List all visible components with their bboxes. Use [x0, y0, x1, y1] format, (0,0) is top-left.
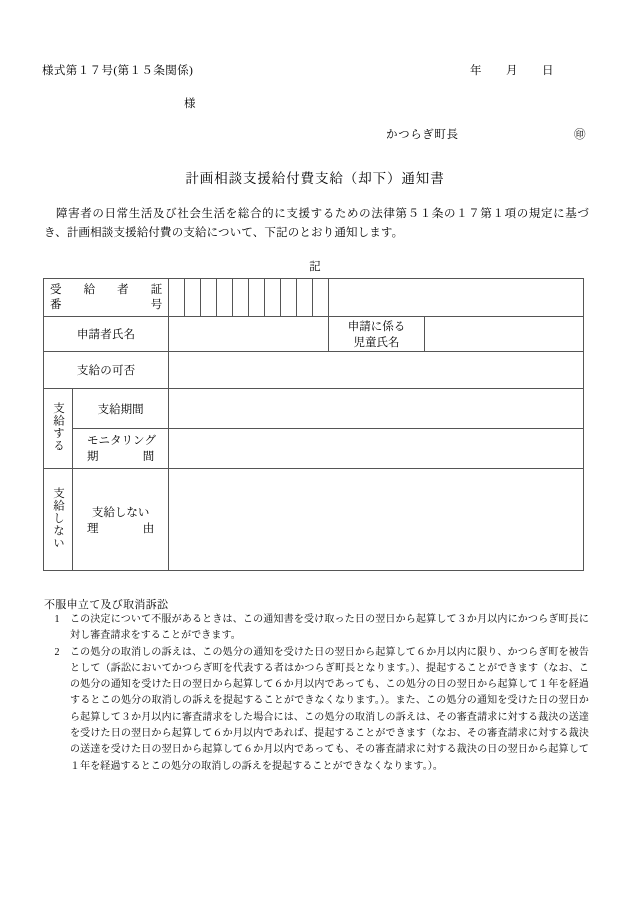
monitoring-label-char: グ [144, 434, 157, 447]
seal-icon: ㊞ [574, 129, 586, 141]
monitoring-label-char: ニ [98, 434, 111, 447]
cert-number-box[interactable] [185, 279, 201, 317]
cert-number-box[interactable] [217, 279, 233, 317]
payment-decision-label: 支給の可否 [44, 352, 169, 389]
date-line [470, 62, 554, 78]
cert-label-char: 者 [117, 283, 129, 296]
pay-group-label [44, 389, 73, 469]
monitoring-label-line2 [73, 449, 168, 465]
cert-number-box[interactable] [233, 279, 249, 317]
date-day-label: 日 [542, 65, 554, 77]
cert-label-char: 証 [150, 283, 163, 296]
monitoring-label-char: モ [87, 434, 99, 447]
cert-label-char: 給 [83, 283, 96, 296]
child-name-label-line2: 児童氏名 [353, 337, 400, 349]
monitoring-label-char: 期 [87, 450, 99, 463]
table-row-applicant [44, 317, 584, 352]
child-name-label-line1: 申請に係る [347, 321, 406, 333]
cert-label-char: 番 [50, 298, 62, 311]
applicant-name-value[interactable] [169, 317, 329, 352]
nopay-reason-label-line2 [73, 520, 168, 536]
child-name-label [329, 317, 424, 352]
nopay-reason-value[interactable] [169, 469, 584, 571]
table-row-monitoring-period [44, 429, 584, 469]
cert-number-box[interactable] [297, 279, 313, 317]
cert-number-box[interactable] [313, 279, 329, 317]
child-name-value[interactable] [424, 317, 583, 352]
nopay-reason-label-line1: 支給しない [91, 506, 150, 519]
notification-table [43, 278, 584, 571]
body-paragraph: 障害者の日常生活及び社会生活を総合的に支援するための法律第５１条の１７第１項の規定に基づき、計画相談支援給付費の支給について、下記のとおり通知します。 [44, 208, 589, 239]
table-row-nopay-reason [44, 469, 584, 571]
cert-number-label [44, 279, 169, 317]
page-title: 計画相談支援給付費支給（却下）通知書 [185, 171, 445, 186]
monitoring-label-char: タ [110, 434, 122, 447]
addressee-honorific: 様 [184, 98, 196, 110]
cert-number-box[interactable] [169, 279, 185, 317]
payment-period-label: 支給期間 [73, 389, 169, 429]
cert-number-trailing-cell [329, 279, 584, 317]
monitoring-label-char: リ [121, 434, 134, 447]
date-year-label: 年 [470, 65, 482, 77]
table-row-cert-number [44, 279, 584, 317]
appeal-item-text: この処分の取消しの訴えは、この処分の通知を受けた日の翌日から起算して６か月以内に限り、かつらぎ町を被告として（訴訟においてかつらぎ町を代表する者はかつらぎ町長となります。）、提起することができます（なお、この処分の通知を受けた日の翌日から起算して６か月以内であっても、この処分の日の翌日から起算して１年を経過するとこの処分の取消しの訴えを提起することができなくなります。）。また、この処分の通知を受けた日の翌日から起算して３か月以内に審査請求をした場合には、この処分の取消しの訴えは、その審査請求に対する裁決の送達を受けた日の翌日から起算して６か月以内であれば、提起することができます（なお、その審査請求に対する裁決の送達を受けた日の翌日から起算して６か月以内であっても、その審査請求に対する裁決の日の翌日から起算して１年を経過するとこの処分の取消しの訴えを提起することができなくなります。）。 [70, 646, 589, 772]
form-number: 様式第１７号(第１５条関係) [42, 65, 194, 77]
cert-number-box[interactable] [265, 279, 281, 317]
cert-label-char: 受 [50, 283, 62, 296]
cert-label-char: 号 [150, 298, 163, 311]
monitoring-label-char: ン [133, 434, 145, 447]
appeal-item-text: この決定について不服があるときは、この通知書を受け取った日の翌日から起算して３か月以内にかつらぎ町長に対し審査請求をすることができます。 [70, 614, 589, 642]
appeal-item-number: 2 [54, 646, 60, 658]
monitoring-period-value[interactable] [169, 429, 584, 469]
appeal-list [44, 612, 589, 775]
appeal-item [44, 612, 589, 645]
cert-number-box[interactable] [249, 279, 265, 317]
monitoring-label-line1 [73, 433, 168, 449]
table-row-payment-period [44, 389, 584, 429]
nopay-group-label-text: 支給しない [52, 486, 65, 550]
monitoring-period-label [73, 429, 169, 469]
appeal-item-number: 1 [54, 614, 60, 625]
nopay-reason-label [73, 469, 169, 571]
cert-number-label-line2 [50, 298, 162, 313]
nopay-group-label [44, 469, 73, 571]
payment-decision-value[interactable] [169, 352, 584, 389]
payment-period-value[interactable] [169, 389, 584, 429]
appeal-section-heading: 不服申立て及び取消訴訟 [44, 599, 169, 611]
appeal-item [44, 645, 589, 775]
nopay-reason-label-char: 由 [142, 522, 155, 535]
date-month-label: 月 [506, 65, 518, 77]
cert-number-box[interactable] [281, 279, 297, 317]
nopay-reason-label-char: 理 [87, 522, 99, 535]
ki-mark: 記 [309, 261, 321, 273]
cert-number-box[interactable] [201, 279, 217, 317]
pay-group-label-text: 支給する [52, 402, 65, 452]
issuer-name: かつらぎ町長 [386, 129, 459, 141]
monitoring-label-char: 間 [142, 450, 155, 463]
cert-number-label-line1 [50, 283, 162, 298]
applicant-name-label: 申請者氏名 [44, 317, 169, 352]
table-row-payment-decision [44, 352, 584, 389]
